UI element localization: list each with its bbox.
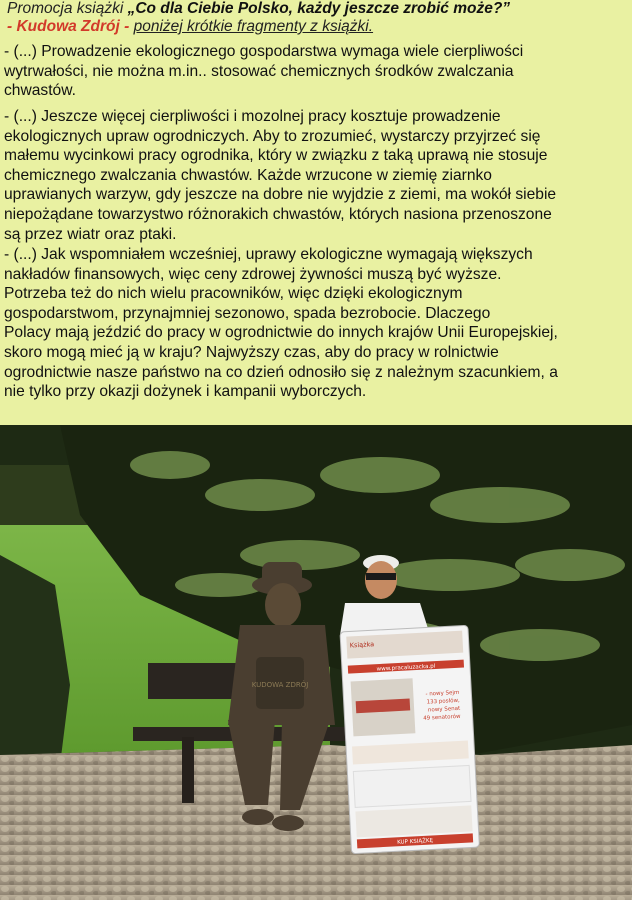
header <box>7 0 627 36</box>
paragraph-2: - (...) Jeszcze więcej cierpliwości i mozolnej pracy kosztuje prowadzenie ekologicznych upraw ogrodniczych. Aby to zrozumieć, wystarczy przyjrzeć się małemu wycinkowi pracy ogrodnika, który w związku z taką uprawą nie stosuje chemicznego zwalczania chwastów. Każde wrzucone w ziemię ziarnko uprawianych warzyw, gdy jeszcze na dobre nie wyjdzie z ziemi, ma wokół siebie niepożądane towarzystwo różnorakich chwastów, których nasiona przenoszone są przez wiatr oraz ptaki. <box>4 108 557 243</box>
pavement <box>0 745 632 900</box>
poster-stat-4: 49 senatorów <box>423 713 461 722</box>
subtitle-link[interactable]: poniżej krótkie fragmenty z książki. <box>133 18 374 35</box>
paragraph-1: - (...) Prowadzenie ekologicznego gospodarstwa wymaga wiele cierpliwości wytrwałości, nie można m.in.. stosować chemicznych środków zwalczania chwastów. <box>4 43 524 100</box>
poster-footer: KUP KSIĄŻKĘ <box>397 837 434 846</box>
paragraph-3: - (...) Jak wspomniałem wcześniej, uprawy ekologiczne wymagają większych nakładów finansowych, więc ceny zdrowej żywności muszą być wyższe. Potrzeba też do nich wielu pracowników, więc dzięki ekologicznym gospodarstwom, przynajmniej sezonowo, spada bezrobocie. Dlaczego Polacy mają jeździć do pracy w ogrodnictwie do innych krajów Unii Europejskiej, skoro mogą mieć ją w kraju? Najwyższy czas, aby do pracy w rolnictwie ogrodnictwie nasze państwo na co dzień odnosiło się z należnym szacunkiem, a nie tylko przy okazji dożynek i kampanii wyborczych. <box>4 246 558 401</box>
statue-plaque: KUDOWA ZDRÓJ <box>251 681 309 689</box>
poster-header: Książka <box>349 640 375 650</box>
poster-stat-2: 133 posłów, <box>426 697 460 706</box>
place-name: - Kudowa Zdrój - <box>7 18 130 35</box>
bench-back <box>148 663 243 699</box>
bench-leg <box>182 737 194 803</box>
promo-poster <box>340 625 479 853</box>
poster-stat-1: - nowy Sejm <box>425 689 460 698</box>
text-panel <box>0 0 632 425</box>
poster-stat-3: nowy Senat <box>427 705 461 714</box>
park-photo <box>0 425 632 900</box>
promo-label: Promocja książki <box>7 0 124 17</box>
poster-url: www.pracaluzacka.pl <box>376 663 436 673</box>
book-title: „Co dla Ciebie Polsko, każdy jeszcze zrobić może?” <box>127 0 511 17</box>
